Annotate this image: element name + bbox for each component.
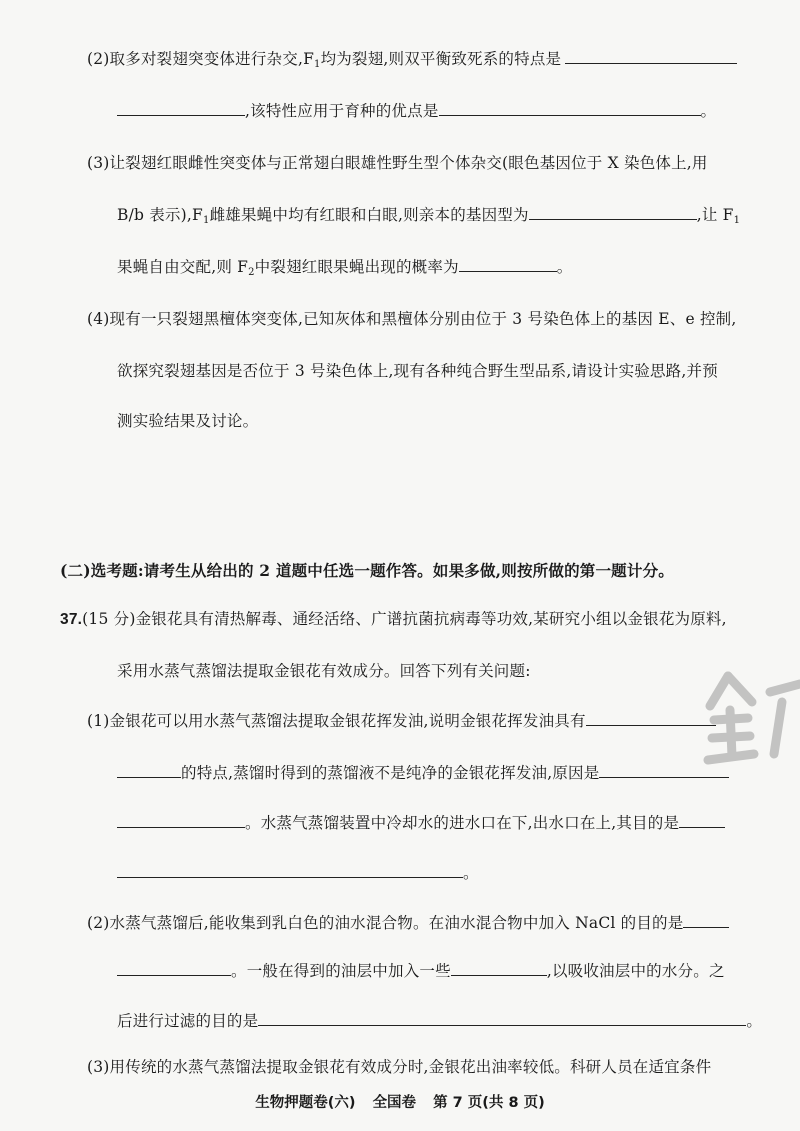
q36-2-line2: ,该特性应用于育种的优点是 。 bbox=[117, 100, 716, 122]
answer-blank[interactable] bbox=[586, 711, 716, 726]
q37-1-line1: (1)金银花可以用水蒸气蒸馏法提取金银花挥发油,说明金银花挥发油具有 bbox=[87, 710, 716, 732]
q37-2-line1: (2)水蒸气蒸馏后,能收集到乳白色的油水混合物。在油水混合物中加入 NaCl 的目的是 bbox=[87, 912, 729, 934]
q37-2-line3: 后进行过滤的目的是 。 bbox=[117, 1012, 763, 1030]
q36-2-line1: (2)取多对裂翅突变体进行杂交$,F_1$均为裂翅,则双平衡致死系的特点是 bbox=[87, 48, 737, 76]
answer-blank[interactable] bbox=[439, 101, 701, 116]
q37-3-line1: (3)用传统的水蒸气蒸馏法提取金银花有效成分时,金银花出油率较低。科研人员在适宜条件 bbox=[87, 1058, 712, 1076]
footer-page-number: 第 7 页(共 8 页) bbox=[433, 1095, 545, 1111]
q36-4-line3: 测实验结果及讨论。 bbox=[117, 412, 259, 430]
answer-blank[interactable] bbox=[117, 813, 245, 828]
calligraphy-watermark-icon bbox=[700, 662, 800, 772]
answer-blank[interactable] bbox=[459, 257, 557, 272]
answer-blank[interactable] bbox=[117, 961, 231, 976]
answer-blank[interactable] bbox=[258, 1011, 746, 1026]
q37-1-line4: 。 bbox=[117, 862, 479, 884]
section-heading: (二)选考题:请考生从给出的 2 道题中任选一题作答。如果多做,则按所做的第一题计分。 bbox=[60, 561, 674, 580]
q36-4-line1: (4)现有一只裂翅黑檀体突变体,已知灰体和黑檀体分别由位于 3 号染色体上的基因 E、e 控制, bbox=[87, 310, 737, 328]
q36-4-line2: 欲探究裂翅基因是否位于 3 号染色体上,现有各种纯合野生型品系,请设计实验思路,并预 bbox=[117, 362, 718, 380]
page-footer bbox=[0, 1091, 800, 1112]
q36-3-line2: B/b 表示)$,F_1$雌雄果蝇中均有红眼和白眼,则亲本的基因型为 ,让 $F_1$ bbox=[117, 206, 741, 226]
q36-3-line1: (3)让裂翅红眼雌性突变体与正常翅白眼雄性野生型个体杂交(眼色基因位于 X 染色体上,用 bbox=[87, 154, 708, 172]
footer-edition: 全国卷 bbox=[372, 1095, 417, 1111]
q37-2-line2: 。一般在得到的油层中加入一些 ,以吸收油层中的水分。之 bbox=[117, 960, 725, 982]
answer-blank[interactable] bbox=[117, 763, 181, 778]
answer-blank[interactable] bbox=[117, 101, 245, 116]
q36-3-line3: 果蝇自由交配,则 $F_2$中裂翅红眼果蝇出现的概率为 。 bbox=[117, 258, 573, 278]
question-number: 37. bbox=[60, 611, 83, 628]
answer-blank[interactable] bbox=[565, 49, 737, 64]
q37-line1: 37.(15 分)金银花具有清热解毒、通经活络、广谱抗菌抗病毒等功效,某研究小组以金银花为原料, bbox=[60, 610, 727, 628]
footer-title: 生物押题卷(六) bbox=[255, 1095, 356, 1111]
answer-blank[interactable] bbox=[679, 813, 725, 828]
q37-1-line2: 的特点,蒸馏时得到的蒸馏液不是纯净的金银花挥发油,原因是 bbox=[117, 762, 729, 784]
q37-line2: 采用水蒸气蒸馏法提取金银花有效成分。回答下列有关问题: bbox=[117, 662, 531, 680]
answer-blank[interactable] bbox=[117, 863, 463, 878]
answer-blank[interactable] bbox=[529, 205, 697, 220]
answer-blank[interactable] bbox=[683, 913, 729, 928]
answer-blank[interactable] bbox=[451, 961, 547, 976]
q37-1-line3: 。水蒸气蒸馏装置中冷却水的进水口在下,出水口在上,其目的是 bbox=[117, 812, 725, 834]
